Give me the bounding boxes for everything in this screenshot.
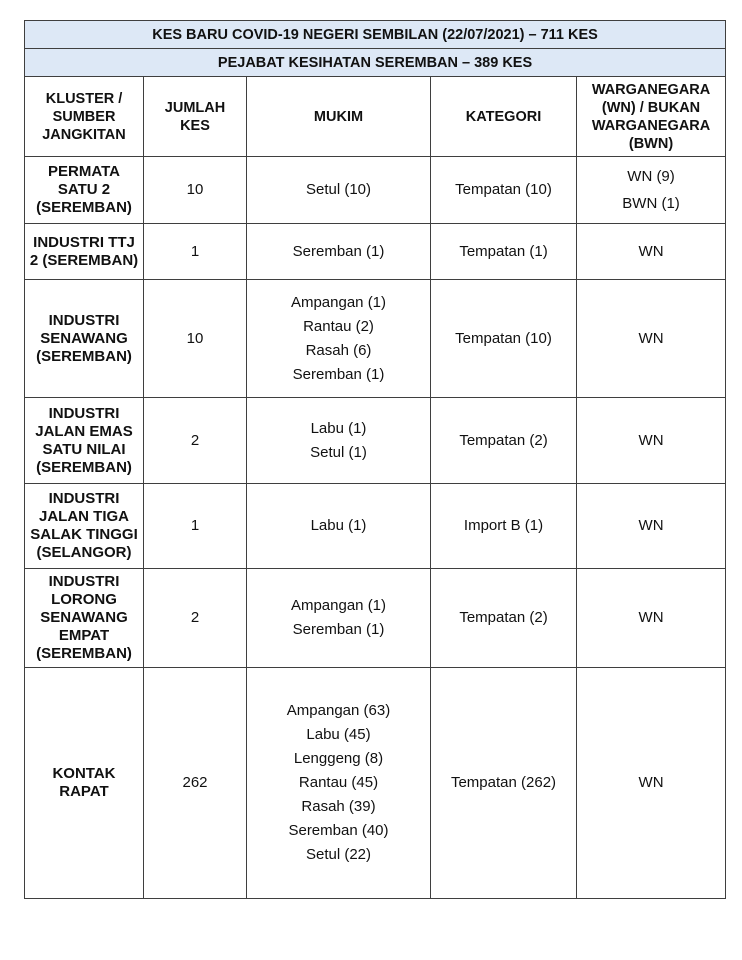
table-row [25,157,726,224]
mukim-entry: Seremban (40) [288,822,389,839]
mukim-entry: Setul (1) [310,443,367,461]
mukim-entry: Labu (1) [310,419,367,437]
cell-jumlah: 2 [144,398,247,484]
mukim-entry: Labu (1) [310,517,367,534]
cell-kluster: KONTAK RAPAT [25,668,144,899]
mukim-entry: Seremban (1) [292,242,385,260]
warganegara-entry: WN [638,431,664,449]
cell-kluster: INDUSTRI LORONG SENAWANG EMPAT (SEREMBAN) [25,569,144,668]
cell-kluster: INDUSTRI JALAN TIGA SALAK TINGGI (SELANGOR) [25,484,144,569]
mukim-entry: Seremban (1) [292,365,385,383]
cell-kluster: INDUSTRI TTJ 2 (SEREMBAN) [25,224,144,280]
warganegara-entry: WN [638,242,664,260]
table-row [25,280,726,398]
cell-kategori: Tempatan (2) [431,398,577,484]
cell-warganegara [577,224,726,280]
cell-mukim [247,569,431,668]
header-mukim: MUKIM [247,77,431,157]
cell-mukim [247,157,431,224]
mukim-entry: Setul (10) [305,181,372,198]
cell-jumlah: 10 [144,157,247,224]
table-row [25,668,726,899]
mukim-entry: Ampangan (63) [286,702,391,719]
covid-case-report [24,20,725,899]
cell-kategori: Import B (1) [431,484,577,569]
table-row [25,398,726,484]
header-jumlah: JUMLAH KES [144,77,247,157]
warganegara-entry: BWN (1) [622,194,680,212]
cell-warganegara [577,280,726,398]
header-kategori: KATEGORI [431,77,577,157]
mukim-entry: Ampangan (1) [290,597,387,614]
mukim-entry: Rasah (39) [301,798,376,815]
warganegara-entry: WN [638,774,664,791]
cell-jumlah: 1 [144,484,247,569]
cell-jumlah: 2 [144,569,247,668]
cell-mukim [247,484,431,569]
cell-kategori: Tempatan (262) [431,668,577,899]
mukim-entry: Ampangan (1) [290,293,387,311]
cell-warganegara [577,484,726,569]
mukim-entry: Seremban (1) [292,621,385,638]
report-title: KES BARU COVID-19 NEGERI SEMBILAN (22/07/2021) – 711 KES [25,21,726,49]
cell-mukim [247,224,431,280]
cell-mukim [247,280,431,398]
mukim-entry: Setul (22) [305,846,372,863]
table-row [25,224,726,280]
cell-jumlah: 1 [144,224,247,280]
mukim-entry: Rantau (45) [298,774,379,791]
cell-warganegara [577,398,726,484]
cell-kategori: Tempatan (2) [431,569,577,668]
cell-mukim [247,668,431,899]
cell-kluster: INDUSTRI JALAN EMAS SATU NILAI (SEREMBAN) [25,398,144,484]
header-warga: WARGANEGARA (WN) / BUKAN WARGANEGARA (BWN) [577,77,726,157]
cell-kategori: Tempatan (1) [431,224,577,280]
cell-jumlah: 10 [144,280,247,398]
cell-kluster: PERMATA SATU 2 (SEREMBAN) [25,157,144,224]
cell-warganegara [577,157,726,224]
warganegara-entry: WN [638,517,664,534]
warganegara-entry: WN [638,609,664,626]
cell-mukim [247,398,431,484]
mukim-entry: Labu (45) [306,726,371,743]
mukim-entry: Rantau (2) [303,317,374,335]
mukim-entry: Rasah (6) [305,341,372,359]
cell-jumlah: 262 [144,668,247,899]
cell-warganegara [577,569,726,668]
case-table [24,20,726,899]
table-header-row [25,77,726,157]
header-kluster: KLUSTER / SUMBER JANGKITAN [25,77,144,157]
cell-kategori: Tempatan (10) [431,157,577,224]
cell-warganegara [577,668,726,899]
table-row [25,569,726,668]
warganegara-entry: WN [638,329,664,347]
table-row [25,484,726,569]
warganegara-entry: WN (9) [627,167,675,185]
mukim-entry: Lenggeng (8) [293,750,384,767]
cell-kluster: INDUSTRI SENAWANG (SEREMBAN) [25,280,144,398]
report-subtitle: PEJABAT KESIHATAN SEREMBAN – 389 KES [25,49,726,77]
cell-kategori: Tempatan (10) [431,280,577,398]
